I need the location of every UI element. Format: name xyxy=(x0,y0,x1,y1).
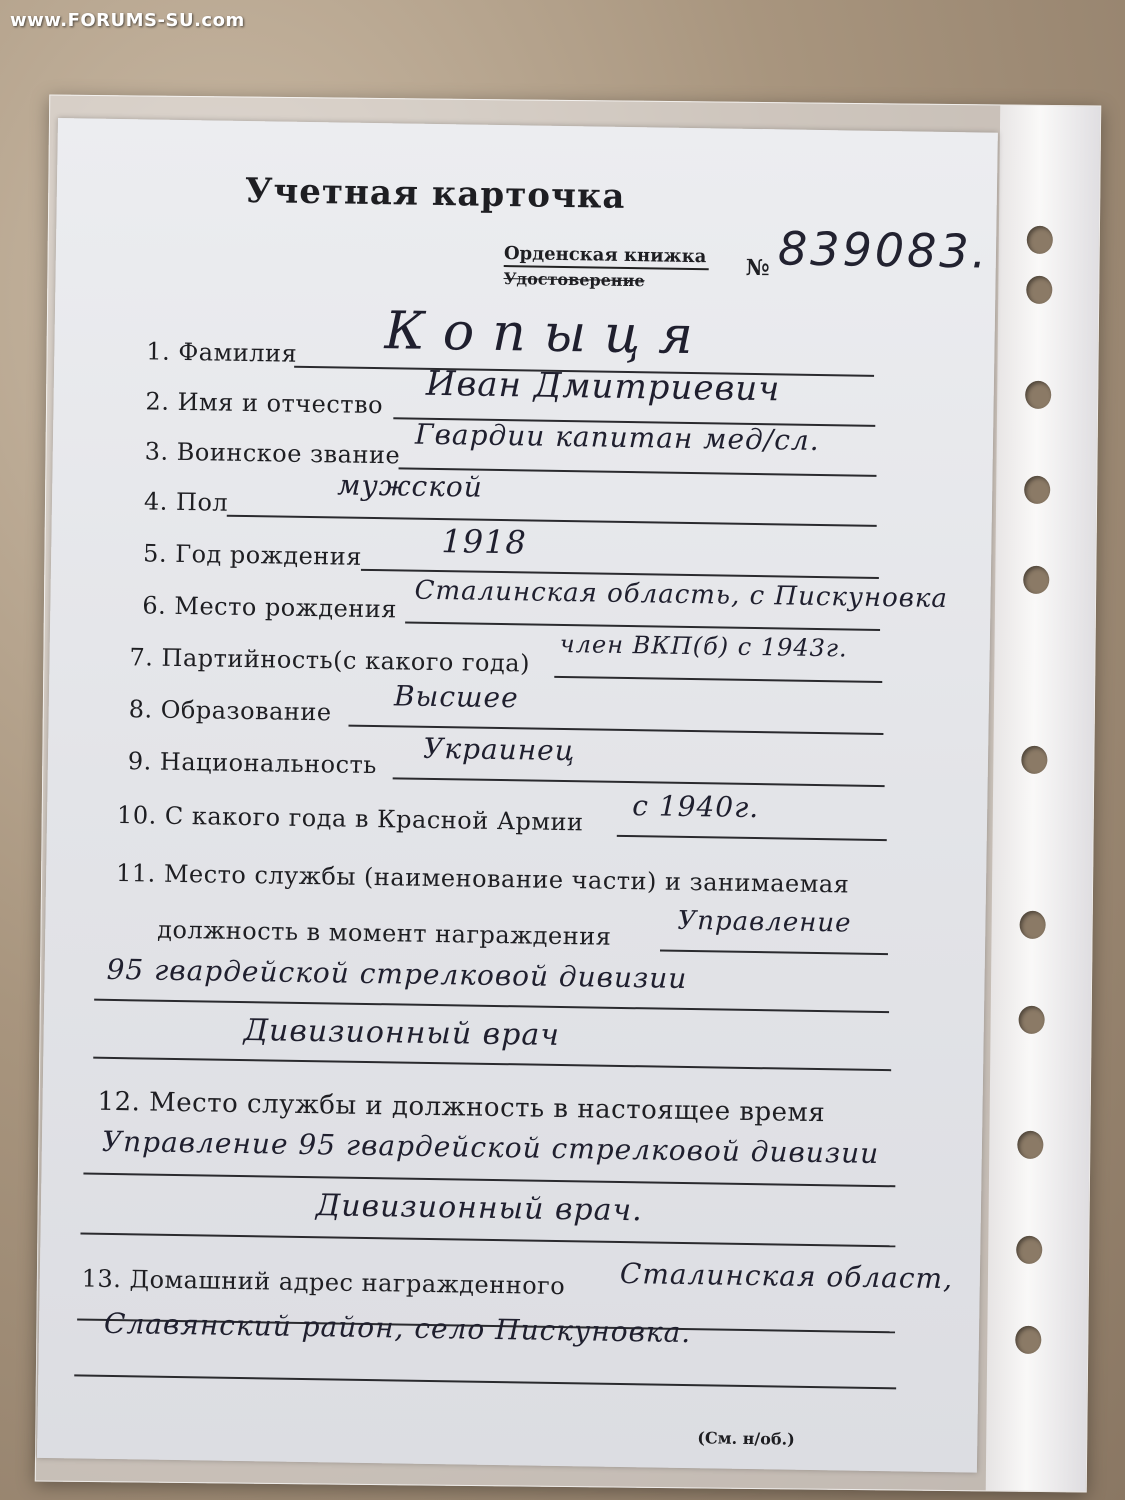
punch-hole xyxy=(1020,911,1046,939)
punch-hole xyxy=(1016,1236,1042,1264)
field-service-place-value-3: Дивизионный врач xyxy=(243,1013,561,1053)
field-birth-year-label: 5. Год рождения xyxy=(142,539,363,571)
field-education-label: 8. Образование xyxy=(128,695,332,727)
card-title: Учетная карточка xyxy=(244,170,626,217)
field-home-address-value: Сталинская област, xyxy=(619,1256,954,1296)
field-service-place-value-2: 95 гвардейской стрелковой дивизии xyxy=(106,952,688,995)
registration-card xyxy=(37,118,998,1473)
field-name-value: Иван Дмитриевич xyxy=(425,363,781,410)
card-number: 839083. xyxy=(777,221,990,279)
field-line xyxy=(393,777,885,787)
field-army-year-label: 10. С какого года в Красной Армии xyxy=(116,801,584,837)
field-service-place-label: 11. Место службы (наименование части) и занимаемая xyxy=(115,859,850,899)
field-line xyxy=(617,835,887,841)
field-party-value: член ВКП(б) с 1943г. xyxy=(559,629,848,663)
site-watermark: www.FORUMS-SU.com xyxy=(10,10,245,31)
field-line xyxy=(94,999,889,1013)
field-current-service-value-2: Дивизионный врач. xyxy=(315,1188,643,1229)
punch-hole xyxy=(1026,276,1052,304)
field-line xyxy=(74,1374,896,1389)
punch-hole xyxy=(1025,381,1051,409)
field-name-label: 2. Имя и отчество xyxy=(145,387,384,420)
field-birthplace-value: Сталинская область, с Пискуновка xyxy=(414,575,949,615)
punch-hole xyxy=(1021,746,1047,774)
order-book-label: Орденская книжка xyxy=(503,243,707,268)
field-line xyxy=(80,1232,895,1247)
field-army-year-value: с 1940г. xyxy=(632,789,760,825)
field-line xyxy=(660,950,888,956)
footer-note: (См. н/об.) xyxy=(697,1428,795,1449)
field-line xyxy=(93,1057,891,1072)
field-line xyxy=(554,676,882,683)
punch-hole xyxy=(1024,476,1050,504)
field-home-address-value-2: Славянский район, село Пискуновка. xyxy=(103,1306,692,1350)
field-current-service-label: 12. Место службы и должность в настоящее время xyxy=(97,1086,826,1129)
field-rank-value: Гвардии капитан мед/сл. xyxy=(414,417,820,458)
field-education-value: Высшее xyxy=(393,679,519,715)
field-birth-year-value: 1918 xyxy=(441,522,528,562)
punch-hole xyxy=(1027,226,1053,254)
field-surname-value: Копыця xyxy=(384,301,712,367)
field-line xyxy=(83,1173,895,1188)
field-sex-value: мужской xyxy=(337,468,484,504)
punch-hole xyxy=(1023,566,1049,594)
number-sign: № xyxy=(745,254,770,282)
field-service-place-label-cont: должность в момент награждения xyxy=(157,915,612,951)
field-party-label: 7. Партийность(с какого года) xyxy=(129,643,531,678)
field-rank-label: 3. Воинское звание xyxy=(144,437,401,470)
field-current-service-value: Управление 95 гвардейской стрелковой дивизии xyxy=(101,1124,880,1171)
field-line xyxy=(405,622,880,631)
field-nationality-label: 9. Национальность xyxy=(127,747,378,780)
field-line xyxy=(227,515,877,527)
sleeve-binding-strip xyxy=(986,105,1100,1491)
punch-hole xyxy=(1019,1006,1045,1034)
punch-hole xyxy=(1017,1131,1043,1159)
field-service-place-value: Управление xyxy=(677,905,852,939)
punch-hole xyxy=(1015,1326,1041,1354)
field-birthplace-label: 6. Место рождения xyxy=(142,591,398,624)
field-nationality-value: Украинец xyxy=(422,731,576,768)
certificate-label: Удостоверение xyxy=(503,269,645,291)
field-sex-label: 4. Пол xyxy=(143,487,229,517)
field-surname-label: 1. Фамилия xyxy=(146,337,298,368)
field-home-address-label: 13. Домашний адрес награжденного xyxy=(81,1264,566,1301)
